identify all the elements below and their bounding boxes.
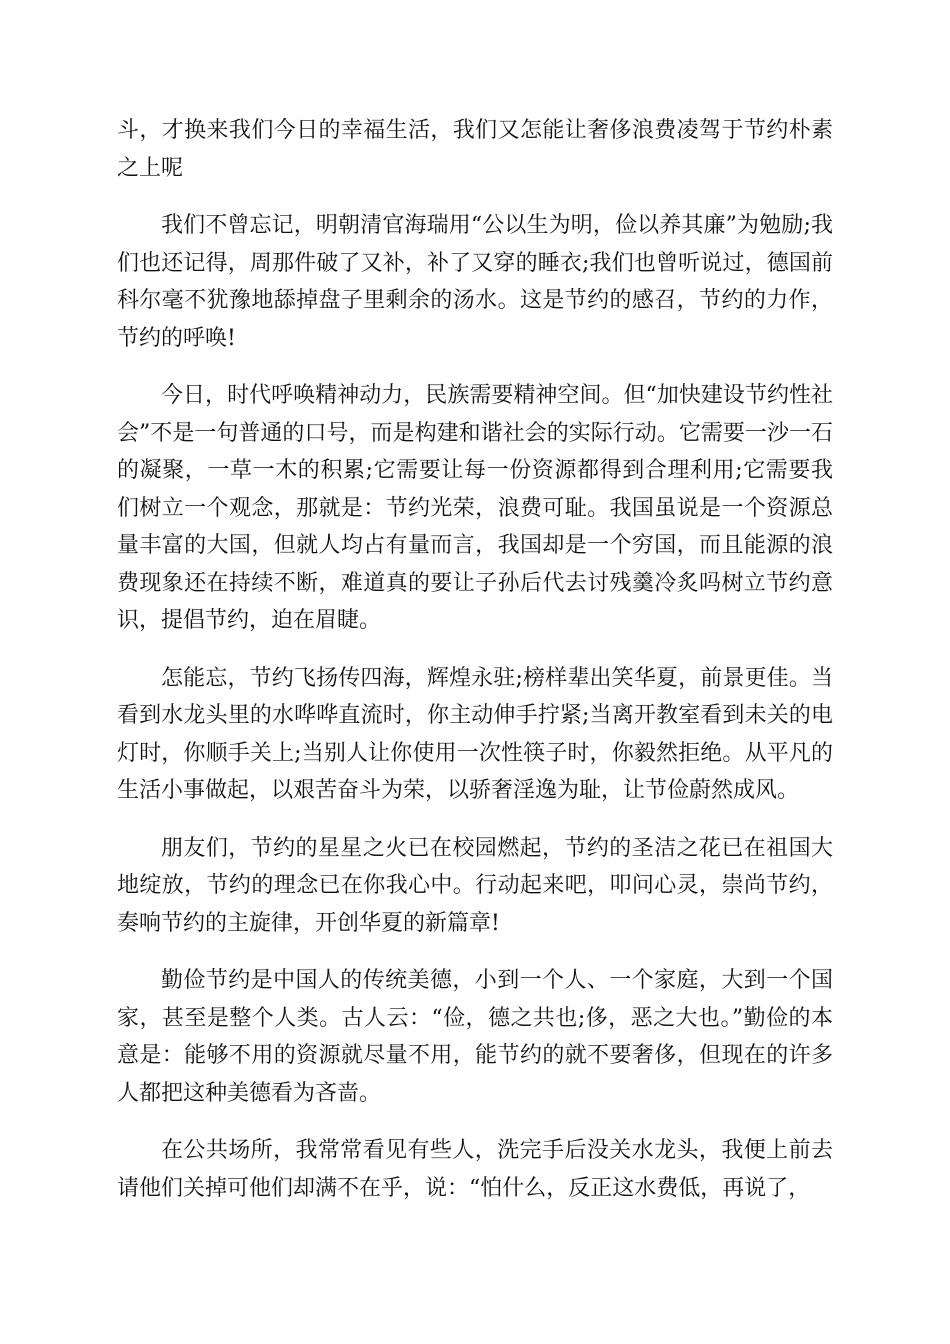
paragraph: 在公共场所，我常常看见有些人，洗完手后没关水龙头，我便上前去请他们关掉可他们却满不在乎，说：“怕什么，反正这水费低，再说了， [117,1138,833,1201]
paragraph: 朋友们，节约的星星之火已在校园燃起，节约的圣洁之花已在祖国大地绽放，节约的理念已在你我心中。行动起来吧，叩问心灵，崇尚节约，奏响节约的主旋律，开创华夏的新篇章! [117,835,833,936]
paragraph: 怎能忘，节约飞扬传四海，辉煌永驻;榜样辈出笑华夏，前景更佳。当看到水龙头里的水哗哗直流时，你主动伸手拧紧;当离开教室看到未关的电灯时，你顺手关上;当别人让你使用一次性筷子时，你毅然拒绝。从平凡的生活小事做起，以艰苦奋斗为荣，以骄奢淫逸为耻，让节俭蔚然成风。 [117,665,833,803]
paragraph: 今日，时代呼唤精神动力，民族需要精神空间。但“加快建设节约性社会”不是一句普通的口号，而是构建和谐社会的实际行动。它需要一沙一石的凝聚，一草一木的积累;它需要让每一份资源都得到合理利用;它需要我们树立一个观念，那就是：节约光荣，浪费可耻。我国虽说是一个资源总量丰富的大国，但就人均占有量而言，我国却是一个穷国，而且能源的浪费现象还在持续不断，难道真的要让子孙后代去讨残羹冷炙吗树立节约意识，提倡节约，迫在眉睫。 [117,383,833,633]
document-body [117,112,833,1227]
paragraph: 我们不曾忘记，明朝清官海瑞用“公以生为明，俭以养其廉”为勉励;我们也还记得，周那件破了又补，补了又穿的睡衣;我们也曾听说过，德国前科尔毫不犹豫地舔掉盘子里剩余的汤水。这是节约的感召，节约的力作，节约的呼唤! [117,213,833,351]
paragraph-continued: 斗，才换来我们今日的幸福生活，我们又怎能让奢侈浪费凌驾于节约朴素之上呢 [117,118,833,181]
paragraph: 勤俭节约是中国人的传统美德，小到一个人、一个家庭，大到一个国家，甚至是整个人类。古人云：“俭，德之共也;侈，恶之大也。”勤俭的本意是：能够不用的资源就尽量不用，能节约的就不要奢侈，但现在的许多人都把这种美德看为吝啬。 [117,968,833,1106]
